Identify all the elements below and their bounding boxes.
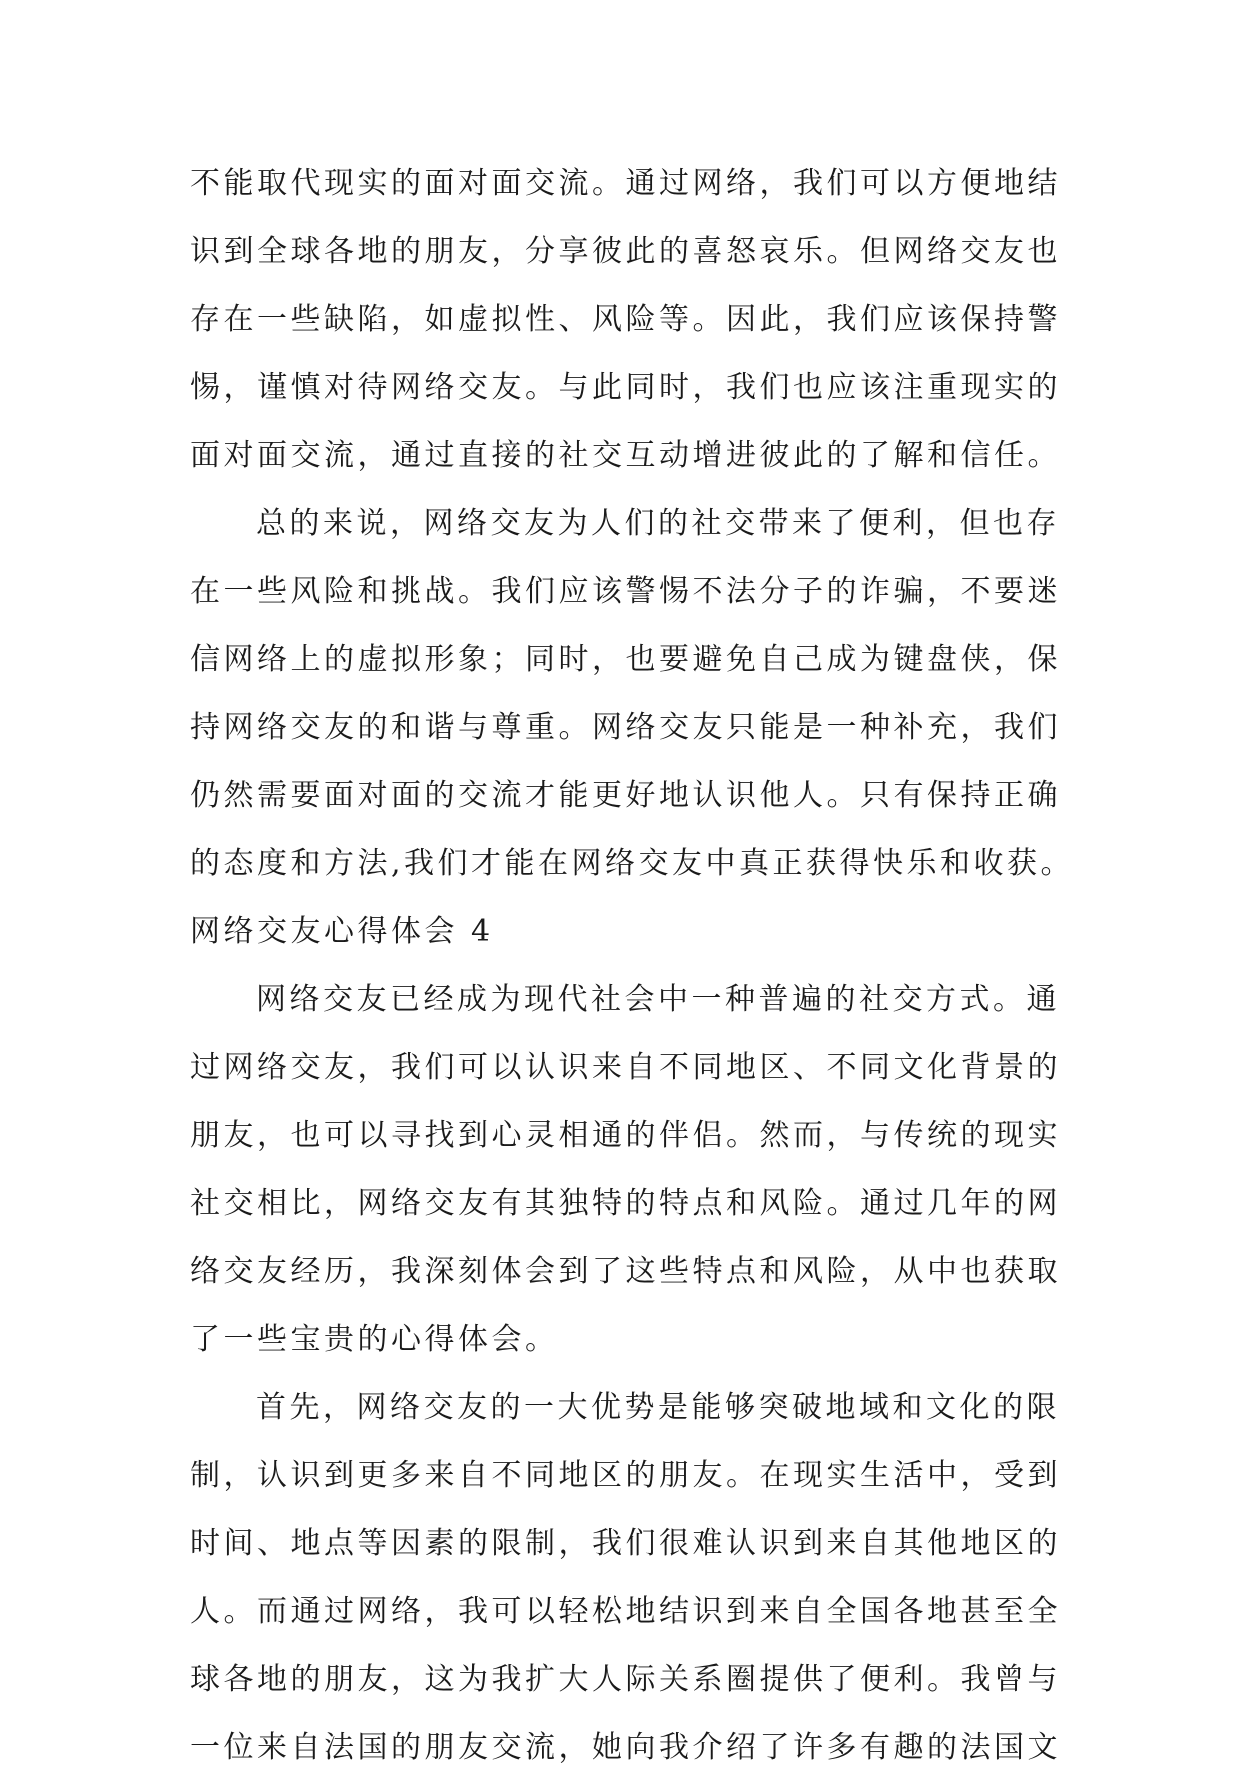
text-line: 在一些风险和挑战。我们应该警惕不法分子的诈骗，不要迷 <box>190 574 1061 609</box>
paragraph-start-line: 首先，网络交友的一大优势是能够突破地域和文化的限 <box>256 1390 1060 1425</box>
text-line: 信网络上的虚拟形象；同时，也要避免自己成为键盘侠，保 <box>190 642 1061 677</box>
text-line: 球各地的朋友，这为我扩大人际关系圈提供了便利。我曾与 <box>190 1662 1061 1697</box>
text-line: 人。而通过网络，我可以轻松地结识到来自全国各地甚至全 <box>190 1594 1061 1629</box>
text-line: 朋友，也可以寻找到心灵相通的伴侣。然而，与传统的现实 <box>190 1118 1061 1153</box>
text-line: 仍然需要面对面的交流才能更好地认识他人。只有保持正确 <box>190 778 1061 813</box>
text-line: 识到全球各地的朋友，分享彼此的喜怒哀乐。但网络交友也 <box>190 234 1061 269</box>
text-line: 络交友经历，我深刻体会到了这些特点和风险，从中也获取 <box>190 1254 1061 1289</box>
text-line: 时间、地点等因素的限制，我们很难认识到来自其他地区的 <box>190 1526 1061 1561</box>
paragraph-start-line: 总的来说，网络交友为人们的社交带来了便利，但也存 <box>256 506 1060 541</box>
text-line: 制，认识到更多来自不同地区的朋友。在现实生活中，受到 <box>190 1458 1061 1493</box>
section-heading: 网络交友心得体会 4 <box>190 914 494 949</box>
text-line: 惕，谨慎对待网络交友。与此同时，我们也应该注重现实的 <box>190 370 1061 405</box>
paragraph-start-line: 网络交友已经成为现代社会中一种普遍的社交方式。通 <box>256 982 1060 1017</box>
text-line: 社交相比，网络交友有其独特的特点和风险。通过几年的网 <box>190 1186 1061 1221</box>
text-line: 面对面交流，通过直接的社交互动增进彼此的了解和信任。 <box>190 438 1061 473</box>
text-line: 存在一些缺陷，如虚拟性、风险等。因此，我们应该保持警 <box>190 302 1061 337</box>
text-line: 过网络交友，我们可以认识来自不同地区、不同文化背景的 <box>190 1050 1061 1085</box>
text-line: 一位来自法国的朋友交流，她向我介绍了许多有趣的法国文 <box>190 1730 1061 1765</box>
document-page <box>190 150 1075 1782</box>
text-line: 不能取代现实的面对面交流。通过网络，我们可以方便地结 <box>190 166 1061 201</box>
text-line: 持网络交友的和谐与尊重。网络交友只能是一种补充，我们 <box>190 710 1061 745</box>
text-line: 了一些宝贵的心得体会。 <box>190 1322 559 1357</box>
text-line: 的态度和方法,我们才能在网络交友中真正获得快乐和收获。 <box>190 846 1075 881</box>
